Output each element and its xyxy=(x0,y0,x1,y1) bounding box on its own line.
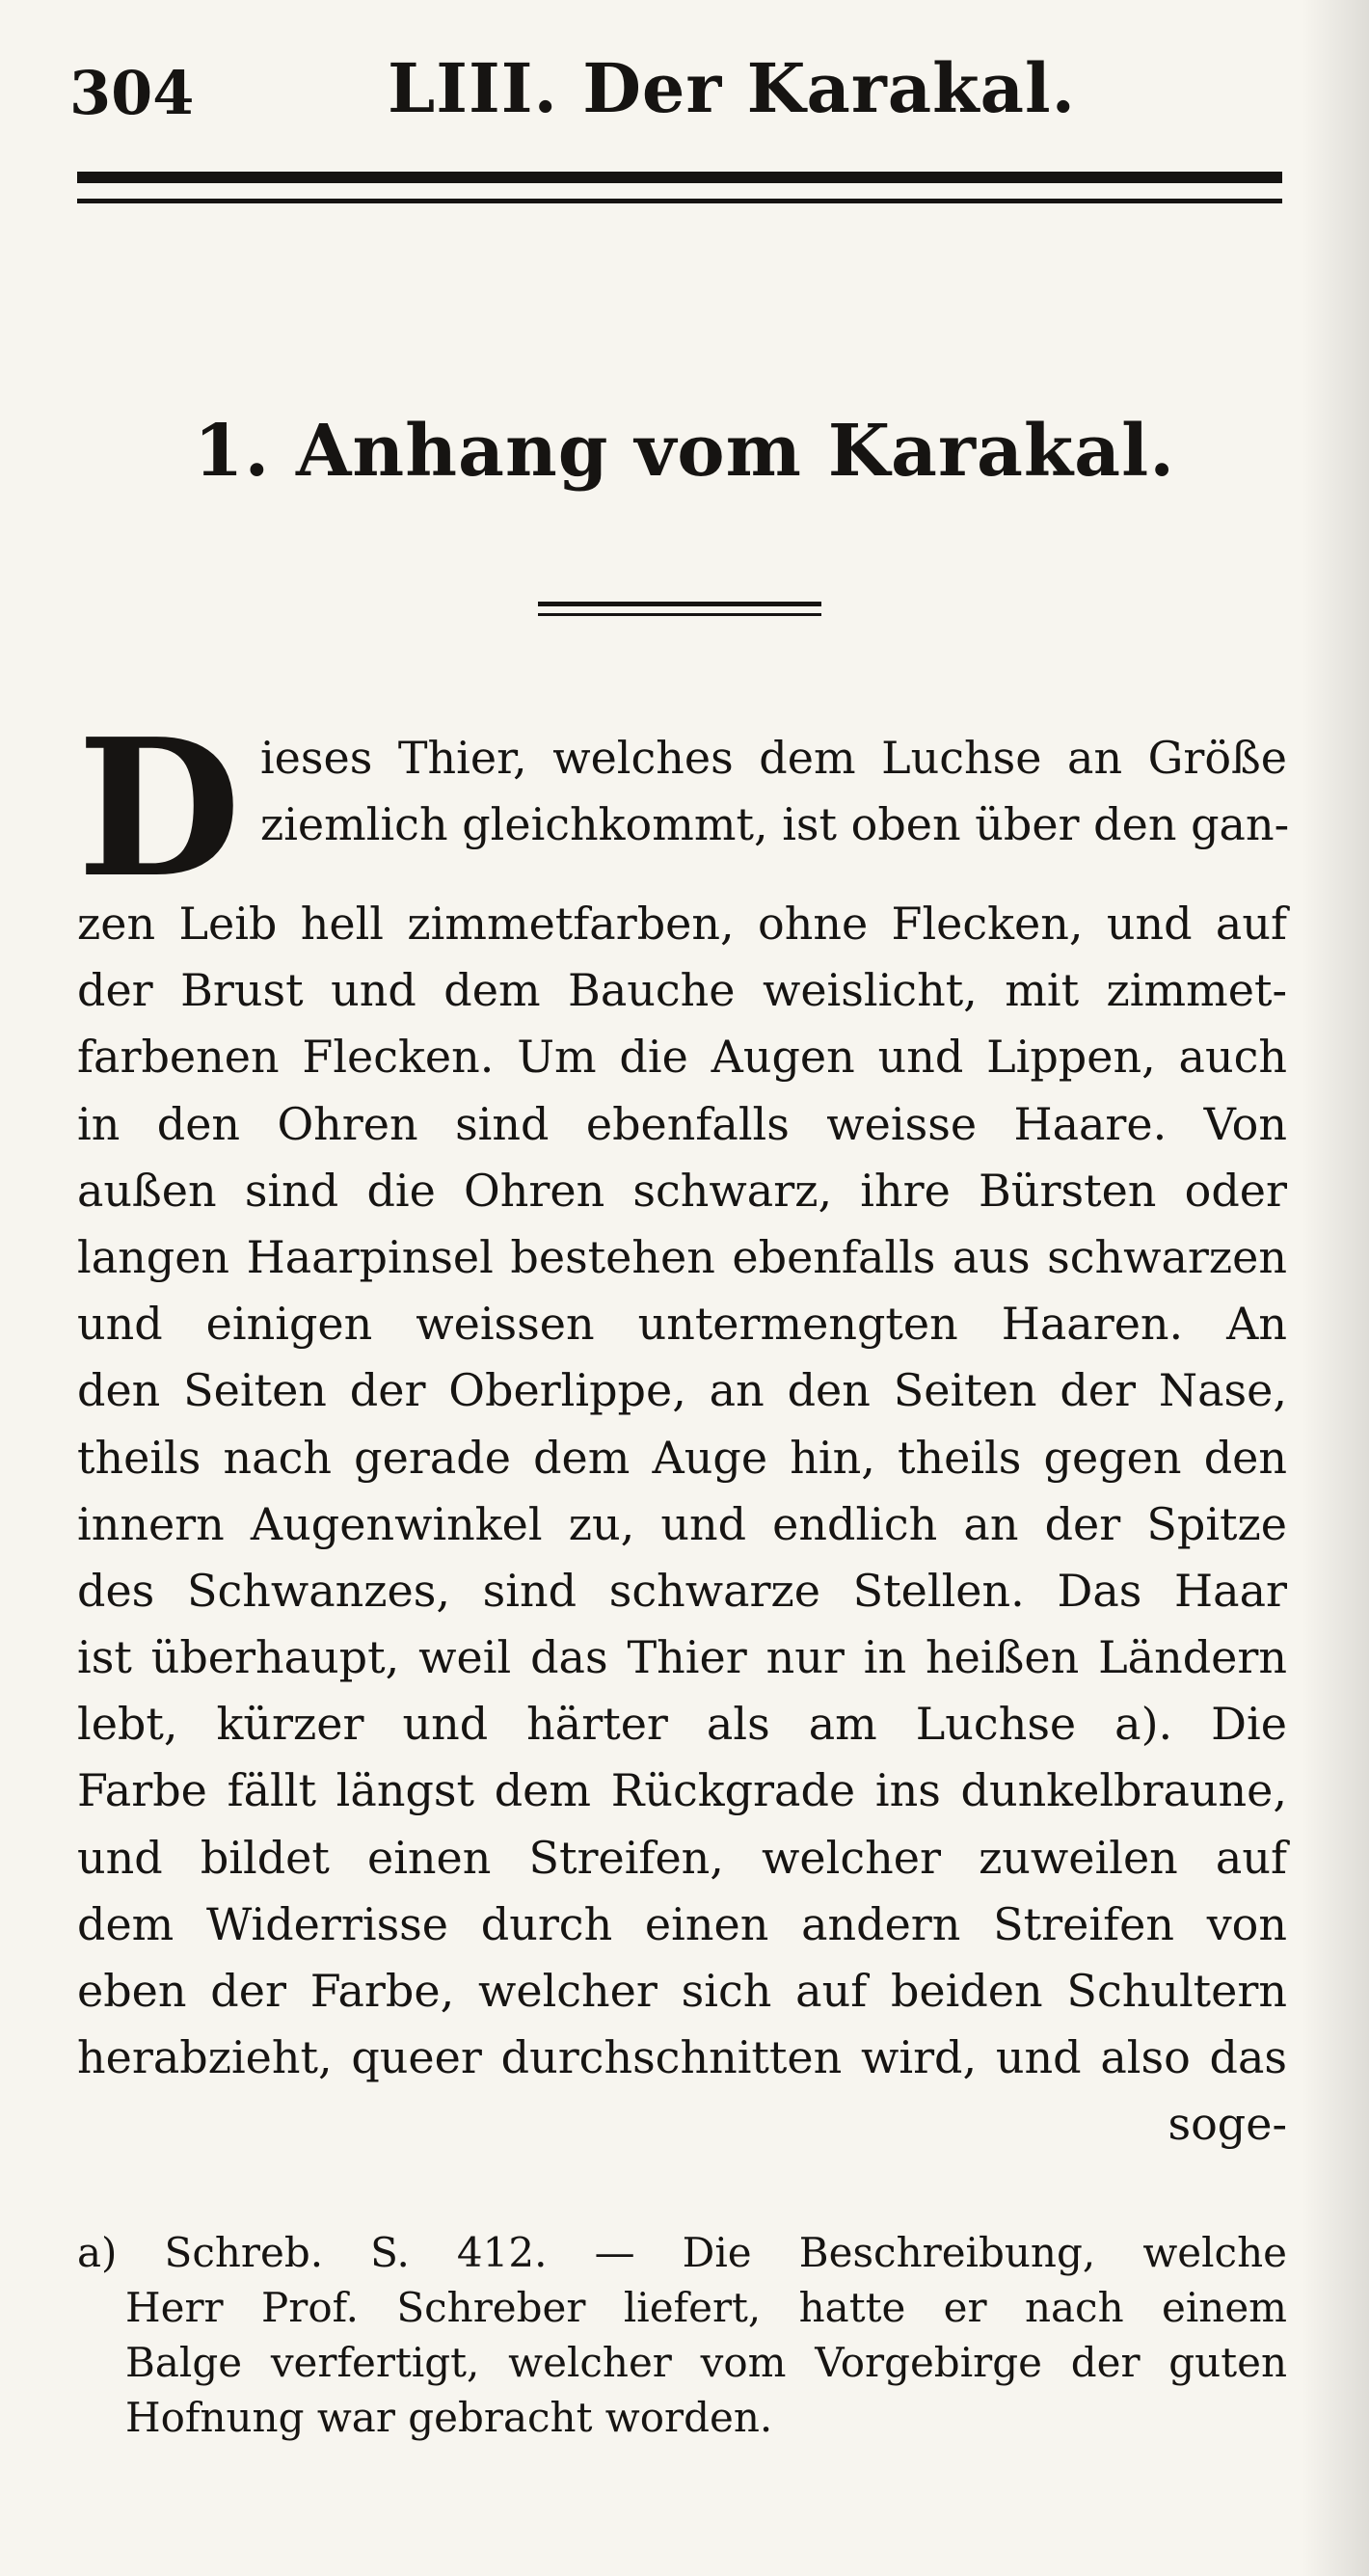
page-header xyxy=(69,39,1284,145)
footnote-line: a) Schreb. S. 412. — Die Beschreibung, welche xyxy=(77,2229,1287,2276)
text-line: farbenen Flecken. Um die Augen und Lippen, auch xyxy=(77,1031,1287,1084)
footnote xyxy=(77,2225,1287,2445)
page-edge-shadow xyxy=(1302,0,1369,2576)
catchword: soge- xyxy=(1168,2098,1287,2151)
page-number: 304 xyxy=(69,58,195,128)
text-line: herabzieht, queer durchschnitten wird, und also das xyxy=(77,2031,1287,2084)
text-line: lebt, kürzer und härter als am Luchse a). Die xyxy=(77,1698,1287,1751)
text-line: innern Augenwinkel zu, und endlich an der Spitze xyxy=(77,1497,1287,1550)
footnote-line: Herr Prof. Schreber liefert, hatte er nach einem xyxy=(125,2284,1287,2331)
text-line: ziemlich gleichkommt, ist oben über den gan- xyxy=(259,798,1290,851)
title-ornament-rule xyxy=(538,602,821,606)
header-rule-thin xyxy=(77,199,1282,203)
footnote-line: Balge verfertigt, welcher vom Vorgebirge der guten xyxy=(125,2339,1287,2386)
text-line: den Seiten der Oberlippe, an den Seiten der Nase, xyxy=(77,1364,1287,1417)
text-line: theils nach gerade dem Auge hin, theils gegen den xyxy=(77,1431,1287,1484)
text-line: ist überhaupt, weil das Thier nur in heißen Ländern xyxy=(77,1631,1287,1684)
text-line: und bildet einen Streifen, welcher zuweilen auf xyxy=(77,1831,1287,1884)
footnote-line: Hofnung war gebracht worden. xyxy=(125,2394,773,2441)
drop-cap: D xyxy=(77,698,241,920)
text-line: in den Ohren sind ebenfalls weisse Haare. Von xyxy=(77,1097,1287,1150)
header-rule-thick xyxy=(77,172,1282,183)
title-ornament-rule-thin xyxy=(538,613,821,616)
text-line: des Schwanzes, sind schwarze Stellen. Das Haar xyxy=(77,1564,1287,1617)
text-line: langen Haarpinsel bestehen ebenfalls aus schwarzen xyxy=(77,1230,1287,1283)
text-line: ieses Thier, welches dem Luchse an Größe xyxy=(259,732,1287,784)
text-line: Farbe fällt längst dem Rückgrade ins dunkelbraune, xyxy=(77,1764,1287,1817)
running-head: LIII. Der Karakal. xyxy=(388,48,1076,128)
text-line: der Brust und dem Bauche weislicht, mit zimmet- xyxy=(77,964,1287,1017)
text-line: eben der Farbe, welcher sich auf beiden Schultern xyxy=(77,1965,1287,2017)
text-line: und einigen weissen untermengten Haaren. An xyxy=(77,1298,1287,1351)
body-text xyxy=(77,698,1290,2159)
text-line: dem Widerrisse durch einen andern Streifen von xyxy=(77,1897,1287,1950)
section-title: 1. Anhang vom Karakal. xyxy=(193,410,1175,493)
text-line: zen Leib hell zimmetfarben, ohne Flecken, und auf xyxy=(77,898,1287,950)
text-line: außen sind die Ohren schwarz, ihre Bürsten oder xyxy=(77,1164,1287,1217)
